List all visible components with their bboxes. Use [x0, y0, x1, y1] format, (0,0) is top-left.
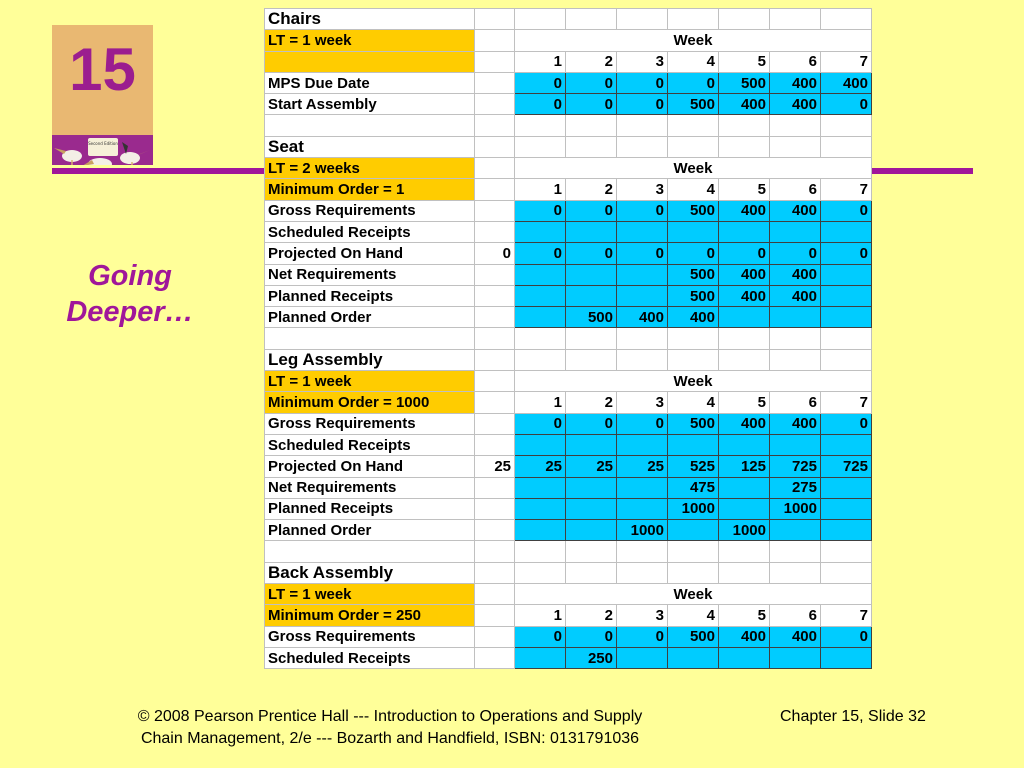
table-row — [265, 264, 872, 285]
empty-cell — [821, 9, 872, 30]
week-value — [821, 285, 872, 306]
week-value: 475 — [668, 477, 719, 498]
week-value: 0 — [566, 72, 617, 93]
week-value — [566, 264, 617, 285]
week-value — [719, 221, 770, 242]
week-value — [770, 647, 821, 668]
lead-time-label: LT = 1 week — [265, 371, 475, 392]
week-value: 500 — [566, 307, 617, 328]
empty-cell — [566, 136, 617, 157]
empty-cell — [821, 115, 872, 136]
table-row — [265, 221, 872, 242]
empty-cell — [475, 562, 515, 583]
spacer-row — [265, 328, 872, 349]
row-label: Projected On Hand — [265, 243, 475, 264]
empty-cell — [770, 115, 821, 136]
empty-cell — [770, 328, 821, 349]
week-value — [821, 647, 872, 668]
week-value: 0 — [515, 243, 566, 264]
week-number: 6 — [770, 51, 821, 72]
initial-value — [475, 498, 515, 519]
empty-cell — [265, 541, 475, 562]
week-value — [821, 307, 872, 328]
week-value: 500 — [668, 626, 719, 647]
initial-value — [475, 413, 515, 434]
week-value: 25 — [566, 456, 617, 477]
empty-cell — [821, 541, 872, 562]
empty-cell — [770, 136, 821, 157]
empty-cell — [770, 349, 821, 370]
spacer-row — [265, 541, 872, 562]
empty-cell — [475, 136, 515, 157]
empty-cell — [475, 541, 515, 562]
week-value — [821, 264, 872, 285]
empty-cell — [617, 349, 668, 370]
week-value: 400 — [770, 413, 821, 434]
row-label: Gross Requirements — [265, 413, 475, 434]
empty-cell — [475, 371, 515, 392]
week-value: 0 — [821, 243, 872, 264]
week-value: 0 — [566, 200, 617, 221]
week-label: Week — [515, 158, 872, 179]
week-value: 0 — [821, 626, 872, 647]
empty-cell — [719, 562, 770, 583]
week-value — [821, 221, 872, 242]
section-title: Chairs — [265, 9, 475, 30]
week-value: 1000 — [617, 520, 668, 541]
week-value: 250 — [566, 647, 617, 668]
week-value — [617, 285, 668, 306]
week-number: 3 — [617, 51, 668, 72]
week-value: 400 — [821, 72, 872, 93]
week-value: 0 — [566, 94, 617, 115]
row-label: Planned Order — [265, 520, 475, 541]
section-weeks-row — [265, 392, 872, 413]
week-value: 400 — [770, 285, 821, 306]
week-value — [770, 520, 821, 541]
row-label: Projected On Hand — [265, 456, 475, 477]
row-label: Scheduled Receipts — [265, 221, 475, 242]
week-value: 0 — [770, 243, 821, 264]
section-leadtime-row — [265, 30, 872, 51]
week-number: 1 — [515, 179, 566, 200]
week-value: 0 — [821, 200, 872, 221]
week-value — [515, 285, 566, 306]
week-value — [719, 307, 770, 328]
initial-value — [475, 200, 515, 221]
empty-cell — [719, 9, 770, 30]
table-row — [265, 520, 872, 541]
empty-cell — [770, 541, 821, 562]
row-label: Planned Receipts — [265, 285, 475, 306]
week-value: 0 — [617, 626, 668, 647]
pelican-cover-art — [52, 120, 153, 165]
week-value: 25 — [515, 456, 566, 477]
week-number: 6 — [770, 605, 821, 626]
side-title-line2: Deeper… — [66, 296, 194, 328]
empty-cell — [668, 9, 719, 30]
week-value — [617, 221, 668, 242]
week-value: 500 — [668, 94, 719, 115]
week-number: 7 — [821, 605, 872, 626]
table-row — [265, 307, 872, 328]
week-value: 275 — [770, 477, 821, 498]
week-value: 1000 — [668, 498, 719, 519]
week-value — [617, 477, 668, 498]
week-value: 525 — [668, 456, 719, 477]
empty-cell — [770, 9, 821, 30]
empty-cell — [475, 179, 515, 200]
week-value: 400 — [770, 94, 821, 115]
week-value: 500 — [719, 72, 770, 93]
empty-cell — [515, 562, 566, 583]
table-row — [265, 647, 872, 668]
empty-cell — [515, 541, 566, 562]
empty-cell — [475, 584, 515, 605]
row-label: Net Requirements — [265, 477, 475, 498]
week-value — [515, 520, 566, 541]
section-leadtime-row — [265, 158, 872, 179]
side-title-line1: Going — [88, 260, 172, 292]
week-number: 1 — [515, 392, 566, 413]
row-label: Scheduled Receipts — [265, 434, 475, 455]
table-row — [265, 434, 872, 455]
initial-value: 25 — [475, 456, 515, 477]
empty-cell — [668, 541, 719, 562]
week-value — [821, 498, 872, 519]
week-value: 725 — [821, 456, 872, 477]
week-value — [515, 434, 566, 455]
initial-value — [475, 434, 515, 455]
empty-cell — [475, 158, 515, 179]
minimum-order-label — [265, 51, 475, 72]
week-value: 400 — [770, 72, 821, 93]
row-label: Start Assembly — [265, 94, 475, 115]
empty-cell — [617, 541, 668, 562]
initial-value — [475, 647, 515, 668]
week-value: 400 — [770, 626, 821, 647]
initial-value — [475, 626, 515, 647]
empty-cell — [566, 9, 617, 30]
table-row — [265, 498, 872, 519]
empty-cell — [566, 541, 617, 562]
week-value — [515, 221, 566, 242]
row-label: Planned Receipts — [265, 498, 475, 519]
week-value: 0 — [668, 243, 719, 264]
week-value: 0 — [515, 94, 566, 115]
table-row — [265, 626, 872, 647]
week-value: 500 — [668, 413, 719, 434]
row-label: Scheduled Receipts — [265, 647, 475, 668]
week-value — [719, 434, 770, 455]
week-value: 25 — [617, 456, 668, 477]
week-value — [515, 647, 566, 668]
week-label: Week — [515, 30, 872, 51]
initial-value — [475, 72, 515, 93]
empty-cell — [719, 136, 770, 157]
section-weeks-row — [265, 179, 872, 200]
footer-line-2: Chain Management, 2/e --- Bozarth and Handfield, ISBN: 0131791036 — [140, 730, 640, 747]
table-row — [265, 243, 872, 264]
row-label: Gross Requirements — [265, 626, 475, 647]
week-value: 400 — [719, 285, 770, 306]
mrp-spreadsheet — [264, 8, 872, 669]
week-number: 7 — [821, 392, 872, 413]
empty-cell — [617, 328, 668, 349]
section-title-row — [265, 136, 872, 157]
empty-cell — [475, 51, 515, 72]
week-value — [566, 520, 617, 541]
empty-cell — [515, 9, 566, 30]
minimum-order-label: Minimum Order = 1000 — [265, 392, 475, 413]
week-value — [719, 647, 770, 668]
empty-cell — [475, 115, 515, 136]
empty-cell — [475, 30, 515, 51]
empty-cell — [475, 9, 515, 30]
week-value — [566, 221, 617, 242]
table-row — [265, 200, 872, 221]
week-number: 4 — [668, 605, 719, 626]
week-value: 0 — [821, 94, 872, 115]
table-row — [265, 413, 872, 434]
empty-cell — [566, 349, 617, 370]
week-value: 400 — [719, 413, 770, 434]
week-value — [515, 264, 566, 285]
chapter-number: 15 — [69, 36, 136, 103]
week-value — [617, 264, 668, 285]
week-number: 5 — [719, 605, 770, 626]
week-value: 400 — [770, 200, 821, 221]
week-value: 400 — [719, 626, 770, 647]
empty-cell — [617, 9, 668, 30]
week-value — [668, 647, 719, 668]
week-value — [515, 498, 566, 519]
week-number: 7 — [821, 51, 872, 72]
empty-cell — [566, 115, 617, 136]
week-value — [719, 498, 770, 519]
week-value: 125 — [719, 456, 770, 477]
week-value: 400 — [719, 94, 770, 115]
week-value — [617, 434, 668, 455]
week-value — [566, 498, 617, 519]
week-value — [770, 434, 821, 455]
empty-cell — [475, 328, 515, 349]
week-value — [668, 434, 719, 455]
section-title-row — [265, 562, 872, 583]
week-value — [770, 221, 821, 242]
cover-edition-text: Second Edition — [88, 141, 118, 146]
week-value — [719, 477, 770, 498]
empty-cell — [668, 328, 719, 349]
empty-cell — [719, 349, 770, 370]
table-row — [265, 285, 872, 306]
week-number: 5 — [719, 392, 770, 413]
empty-cell — [515, 328, 566, 349]
week-value — [515, 477, 566, 498]
row-label: MPS Due Date — [265, 72, 475, 93]
week-value — [770, 307, 821, 328]
empty-cell — [821, 136, 872, 157]
week-value — [515, 307, 566, 328]
week-value: 0 — [617, 243, 668, 264]
week-number: 4 — [668, 179, 719, 200]
empty-cell — [566, 328, 617, 349]
week-value: 0 — [617, 72, 668, 93]
week-value: 0 — [515, 200, 566, 221]
week-value: 0 — [617, 94, 668, 115]
empty-cell — [475, 392, 515, 413]
week-number: 7 — [821, 179, 872, 200]
empty-cell — [821, 562, 872, 583]
empty-cell — [475, 349, 515, 370]
week-number: 4 — [668, 392, 719, 413]
week-value — [821, 434, 872, 455]
initial-value: 0 — [475, 243, 515, 264]
week-value: 400 — [719, 264, 770, 285]
empty-cell — [265, 328, 475, 349]
empty-cell — [770, 562, 821, 583]
table-row — [265, 477, 872, 498]
empty-cell — [515, 349, 566, 370]
empty-cell — [617, 562, 668, 583]
week-value: 0 — [719, 243, 770, 264]
week-value — [821, 477, 872, 498]
empty-cell — [617, 136, 668, 157]
section-title: Back Assembly — [265, 562, 475, 583]
week-value: 0 — [617, 200, 668, 221]
initial-value — [475, 477, 515, 498]
lead-time-label: LT = 2 weeks — [265, 158, 475, 179]
week-value: 0 — [566, 243, 617, 264]
section-weeks-row — [265, 605, 872, 626]
side-title — [40, 258, 220, 330]
section-title-row — [265, 9, 872, 30]
initial-value — [475, 94, 515, 115]
week-value: 1000 — [719, 520, 770, 541]
minimum-order-label: Minimum Order = 1 — [265, 179, 475, 200]
table-row — [265, 72, 872, 93]
empty-cell — [515, 115, 566, 136]
week-value — [566, 477, 617, 498]
week-value: 725 — [770, 456, 821, 477]
week-number: 4 — [668, 51, 719, 72]
week-value: 500 — [668, 200, 719, 221]
empty-cell — [821, 328, 872, 349]
row-label: Net Requirements — [265, 264, 475, 285]
empty-cell — [719, 328, 770, 349]
footer-copyright — [70, 706, 710, 750]
week-value — [617, 647, 668, 668]
week-number: 2 — [566, 51, 617, 72]
week-value: 500 — [668, 285, 719, 306]
week-value — [668, 520, 719, 541]
week-value: 400 — [719, 200, 770, 221]
section-leadtime-row — [265, 584, 872, 605]
week-value — [821, 520, 872, 541]
week-value: 0 — [515, 626, 566, 647]
empty-cell — [668, 349, 719, 370]
week-number: 2 — [566, 392, 617, 413]
empty-cell — [668, 115, 719, 136]
week-number: 5 — [719, 51, 770, 72]
spacer-row — [265, 115, 872, 136]
initial-value — [475, 221, 515, 242]
empty-cell — [668, 136, 719, 157]
week-value — [566, 434, 617, 455]
week-value: 500 — [668, 264, 719, 285]
week-value: 0 — [515, 413, 566, 434]
week-value — [617, 498, 668, 519]
week-value: 400 — [770, 264, 821, 285]
week-number: 6 — [770, 179, 821, 200]
section-leadtime-row — [265, 371, 872, 392]
empty-cell — [475, 605, 515, 626]
initial-value — [475, 520, 515, 541]
week-value: 0 — [566, 626, 617, 647]
empty-cell — [719, 115, 770, 136]
week-number: 1 — [515, 605, 566, 626]
week-value: 0 — [566, 413, 617, 434]
week-label: Week — [515, 371, 872, 392]
section-title: Seat — [265, 136, 475, 157]
week-value: 400 — [617, 307, 668, 328]
week-value: 0 — [668, 72, 719, 93]
minimum-order-label: Minimum Order = 250 — [265, 605, 475, 626]
row-label: Planned Order — [265, 307, 475, 328]
initial-value — [475, 285, 515, 306]
empty-cell — [566, 562, 617, 583]
week-value: 0 — [821, 413, 872, 434]
initial-value — [475, 307, 515, 328]
week-number: 5 — [719, 179, 770, 200]
week-label: Week — [515, 584, 872, 605]
empty-cell — [668, 562, 719, 583]
week-number: 2 — [566, 605, 617, 626]
week-value: 0 — [515, 72, 566, 93]
chapter-badge — [52, 25, 153, 165]
week-number: 2 — [566, 179, 617, 200]
section-title-row — [265, 349, 872, 370]
row-label: Gross Requirements — [265, 200, 475, 221]
footer-slide-number: Chapter 15, Slide 32 — [780, 708, 926, 725]
week-number: 3 — [617, 392, 668, 413]
lead-time-label: LT = 1 week — [265, 30, 475, 51]
table-row — [265, 456, 872, 477]
week-value: 400 — [668, 307, 719, 328]
empty-cell — [515, 136, 566, 157]
week-value: 0 — [617, 413, 668, 434]
week-number: 3 — [617, 605, 668, 626]
lead-time-label: LT = 1 week — [265, 584, 475, 605]
empty-cell — [821, 349, 872, 370]
week-number: 3 — [617, 179, 668, 200]
week-number: 6 — [770, 392, 821, 413]
empty-cell — [617, 115, 668, 136]
table-row — [265, 94, 872, 115]
week-value: 1000 — [770, 498, 821, 519]
week-value — [668, 221, 719, 242]
week-number: 1 — [515, 51, 566, 72]
empty-cell — [265, 115, 475, 136]
empty-cell — [719, 541, 770, 562]
footer-line-1: © 2008 Pearson Prentice Hall --- Introduction to Operations and Supply — [137, 708, 643, 725]
section-weeks-row — [265, 51, 872, 72]
week-value — [566, 285, 617, 306]
initial-value — [475, 264, 515, 285]
section-title: Leg Assembly — [265, 349, 475, 370]
